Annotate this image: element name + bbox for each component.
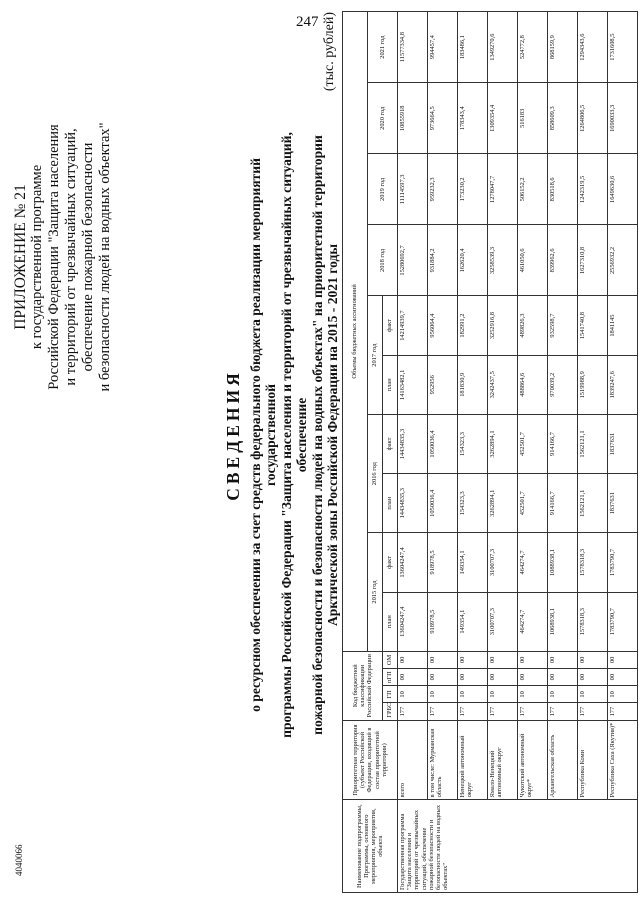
appendix-line: к государственной программе <box>29 164 45 350</box>
y2020-cell: 973664,5 <box>428 83 458 154</box>
table-row <box>608 12 638 893</box>
y2019-cell: 11114597,3 <box>398 154 428 225</box>
p2017-cell: 952956 <box>428 355 458 414</box>
pgp-cell: 00 <box>548 669 578 686</box>
grbs-cell: 177 <box>578 703 608 720</box>
pgp-cell: 00 <box>398 669 428 686</box>
header-gp: ГП <box>383 686 398 703</box>
p2015-cell: 3100707,3 <box>488 592 518 651</box>
f2015-cell: 1578318,3 <box>578 533 608 592</box>
y2021-cell: 1294343,6 <box>578 12 608 83</box>
header-fact: факт <box>383 296 398 355</box>
header-fact: факт <box>383 533 398 592</box>
table-row <box>488 12 518 893</box>
p2015-cell: 464274,7 <box>518 592 548 651</box>
f2017-cell: 932598,7 <box>548 296 578 355</box>
grbs-cell: 177 <box>488 703 518 720</box>
om-cell: 00 <box>548 651 578 668</box>
f2017-cell: 182991,2 <box>458 296 488 355</box>
y2019-cell: 1278047,7 <box>488 154 518 225</box>
f2017-cell: 956064,4 <box>428 296 458 355</box>
p2015-cell: 918978,5 <box>428 592 458 651</box>
y2018-cell: 461050,6 <box>518 225 548 296</box>
grbs-cell: 177 <box>608 703 638 720</box>
header-name: Наименование подпрограммы, Программы, основного мероприятия, мероприятия, объекта <box>343 800 398 893</box>
f2016-cell: 452501,7 <box>518 414 548 473</box>
f2017-cell: 14214939,7 <box>398 296 428 355</box>
gp-cell: 10 <box>608 686 638 703</box>
p2017-cell: 14163482,1 <box>398 355 428 414</box>
y2018-cell: 162620,4 <box>458 225 488 296</box>
territory-cell: Ямало-Ненецкий автономный округ <box>488 720 518 800</box>
p2016-cell: 1050036,4 <box>428 474 458 533</box>
table-row <box>428 12 458 893</box>
table-row <box>578 12 608 893</box>
y2018-cell: 3258539,3 <box>488 225 518 296</box>
grbs-cell: 177 <box>548 703 578 720</box>
table-row <box>458 12 488 893</box>
program-name-cell: Государственная программа "Защита населения и территорий от чрезвычайных ситуаций, обеспечение пожарной безопасности и безопасности людей на водных объектах" <box>398 800 638 893</box>
p2017-cell: 1839247,6 <box>608 355 638 414</box>
table-row <box>518 12 548 893</box>
pgp-cell: 00 <box>458 669 488 686</box>
pgp-cell: 00 <box>608 669 638 686</box>
territory-cell: Архангельская область <box>548 720 578 800</box>
f2015-cell: 1783790,7 <box>608 533 638 592</box>
gp-cell: 10 <box>518 686 548 703</box>
p2016-cell: 1837631 <box>608 474 638 533</box>
p2015-cell: 1578318,3 <box>578 592 608 651</box>
f2017-cell: 489826,3 <box>518 296 548 355</box>
f2016-cell: 1837631 <box>608 414 638 473</box>
y2021-cell: 11577334,8 <box>398 12 428 83</box>
units-label: (тыс. рублей) <box>322 12 337 92</box>
header-2016: 2016 год <box>368 414 383 532</box>
y2019-cell: 959232,3 <box>428 154 458 225</box>
document-title <box>223 115 341 755</box>
territory-cell: Ненецкий автономный округ <box>458 720 488 800</box>
om-cell: 00 <box>578 651 608 668</box>
y2020-cell: 10855918 <box>398 83 428 154</box>
header-plan: план <box>383 355 398 414</box>
om-cell: 00 <box>398 651 428 668</box>
f2015-cell: 464274,7 <box>518 533 548 592</box>
page-number: 247 <box>296 14 319 30</box>
header-plan: план <box>383 592 398 651</box>
f2017-cell: 1541740,8 <box>578 296 608 355</box>
om-cell: 00 <box>608 651 638 668</box>
title-line: пожарной безопасности и безопасности людей на водных объектах" на приоритетной территории <box>309 135 325 735</box>
header-2018: 2018 год <box>368 225 398 296</box>
table-row <box>548 12 578 893</box>
gp-cell: 10 <box>548 686 578 703</box>
grbs-cell: 177 <box>458 703 488 720</box>
f2017-cell: 1841145 <box>608 296 638 355</box>
f2016-cell: 14434835,3 <box>398 414 428 473</box>
document-code: 4040066 <box>14 844 24 876</box>
territory-cell: Республика Саха (Якутия)* <box>608 720 638 800</box>
f2015-cell: 13604247,4 <box>398 533 428 592</box>
p2015-cell: 1068938,1 <box>548 592 578 651</box>
y2019-cell: 506152,2 <box>518 154 548 225</box>
header-2020: 2020 год <box>368 83 398 154</box>
p2016-cell: 154323,3 <box>458 474 488 533</box>
header-2017: 2017 год <box>368 296 383 414</box>
y2019-cell: 1242319,5 <box>578 154 608 225</box>
om-cell: 00 <box>488 651 518 668</box>
header-plan: план <box>383 474 398 533</box>
pgp-cell: 00 <box>578 669 608 686</box>
f2017-cell: 3252916,8 <box>488 296 518 355</box>
y2021-cell: 183486,1 <box>458 12 488 83</box>
y2019-cell: 173230,2 <box>458 154 488 225</box>
p2016-cell: 914166,7 <box>548 474 578 533</box>
title-word: СВЕДЕНИЯ <box>223 369 243 501</box>
p2015-cell: 1783790,7 <box>608 592 638 651</box>
f2016-cell: 3262894,1 <box>488 414 518 473</box>
f2015-cell: 918978,5 <box>428 533 458 592</box>
appendix-number: ПРИЛОЖЕНИЕ № 21 <box>12 184 29 330</box>
y2020-cell: 1264806,5 <box>578 83 608 154</box>
title-line: программы Российской Федерации "Защита населения и территорий от чрезвычайных ситуаций, обеспечение <box>278 132 309 738</box>
f2015-cell: 1088938,1 <box>548 533 578 592</box>
p2017-cell: 1519988,9 <box>578 355 608 414</box>
y2018-cell: 839962,6 <box>548 225 578 296</box>
y2021-cell: 524772,8 <box>518 12 548 83</box>
y2021-cell: 994457,4 <box>428 12 458 83</box>
y2020-cell: 1690033,3 <box>608 83 638 154</box>
y2020-cell: 516183 <box>518 83 548 154</box>
header-2015: 2015 год <box>368 533 383 651</box>
gp-cell: 10 <box>578 686 608 703</box>
header-fact: факт <box>383 414 398 473</box>
pgp-cell: 00 <box>428 669 458 686</box>
header-om: ОМ <box>383 651 398 668</box>
title-line: о ресурсном обеспечении за счет средств федерального бюджета реализации мероприятий государственной <box>247 158 278 712</box>
p2016-cell: 1562121,1 <box>578 474 608 533</box>
appendix-line: и безопасности людей на водных объектах" <box>97 122 113 392</box>
territory-cell: в том числе: Мурманская область <box>428 720 458 800</box>
header-pgp: пГП <box>383 669 398 686</box>
territory-cell: всего <box>398 720 428 800</box>
appendix-line: и территорий от чрезвычайных ситуаций, <box>63 128 79 386</box>
om-cell: 00 <box>518 651 548 668</box>
resources-table <box>342 11 638 893</box>
p2017-cell: 488864,6 <box>518 355 548 414</box>
gp-cell: 10 <box>428 686 458 703</box>
y2018-cell: 1627310,8 <box>578 225 608 296</box>
p2016-cell: 3262894,1 <box>488 474 518 533</box>
gp-cell: 10 <box>398 686 428 703</box>
y2018-cell: 15280692,7 <box>398 225 428 296</box>
p2015-cell: 13604247,4 <box>398 592 428 651</box>
p2016-cell: 452501,7 <box>518 474 548 533</box>
f2016-cell: 1050036,4 <box>428 414 458 473</box>
y2020-cell: 178343,4 <box>458 83 488 154</box>
om-cell: 00 <box>428 651 458 668</box>
y2020-cell: 858609,3 <box>548 83 578 154</box>
f2015-cell: 3100707,3 <box>488 533 518 592</box>
gp-cell: 10 <box>458 686 488 703</box>
table-row <box>398 12 428 893</box>
grbs-cell: 177 <box>428 703 458 720</box>
y2019-cell: 830518,6 <box>548 154 578 225</box>
y2021-cell: 1349270,6 <box>488 12 518 83</box>
territory-cell: Республика Коми <box>578 720 608 800</box>
header-territory: Приоритетная территория (субъект Российской Федерации, входящий в состав приоритетной территории) <box>343 720 398 800</box>
f2016-cell: 914166,7 <box>548 414 578 473</box>
appendix-block <box>12 42 114 472</box>
grbs-cell: 177 <box>518 703 548 720</box>
om-cell: 00 <box>458 651 488 668</box>
f2016-cell: 1562121,1 <box>578 414 608 473</box>
y2018-cell: 931884,2 <box>428 225 458 296</box>
header-2019: 2019 год <box>368 154 398 225</box>
p2017-cell: 3242437,5 <box>488 355 518 414</box>
p2016-cell: 14434835,3 <box>398 474 428 533</box>
f2015-cell: 149354,1 <box>458 533 488 592</box>
header-2021: 2021 год <box>368 12 398 83</box>
y2018-cell: 2556932,2 <box>608 225 638 296</box>
y2019-cell: 1649630,6 <box>608 154 638 225</box>
y2020-cell: 1309354,4 <box>488 83 518 154</box>
pgp-cell: 00 <box>488 669 518 686</box>
pgp-cell: 00 <box>518 669 548 686</box>
territory-cell: Чукотский автономный округ* <box>518 720 548 800</box>
appendix-line: Российской Федерации "Защита населения <box>46 124 62 390</box>
header-grbs: ГРБС <box>383 703 398 720</box>
header-kbk: Код бюджетной классификации Российской Федерации <box>343 651 383 720</box>
p2017-cell: 181830,9 <box>458 355 488 414</box>
gp-cell: 10 <box>488 686 518 703</box>
p2015-cell: 149354,1 <box>458 592 488 651</box>
p2017-cell: 970039,2 <box>548 355 578 414</box>
f2016-cell: 154323,3 <box>458 414 488 473</box>
appendix-line: обеспечение пожарной безопасности <box>80 142 96 372</box>
y2021-cell: 1731608,5 <box>608 12 638 83</box>
grbs-cell: 177 <box>398 703 428 720</box>
header-volumes: Объемы бюджетных ассигнований <box>343 12 368 652</box>
title-line: Арктической зоны Российской Федерации на 2015 - 2021 годы <box>325 243 340 627</box>
y2021-cell: 868159,9 <box>548 12 578 83</box>
